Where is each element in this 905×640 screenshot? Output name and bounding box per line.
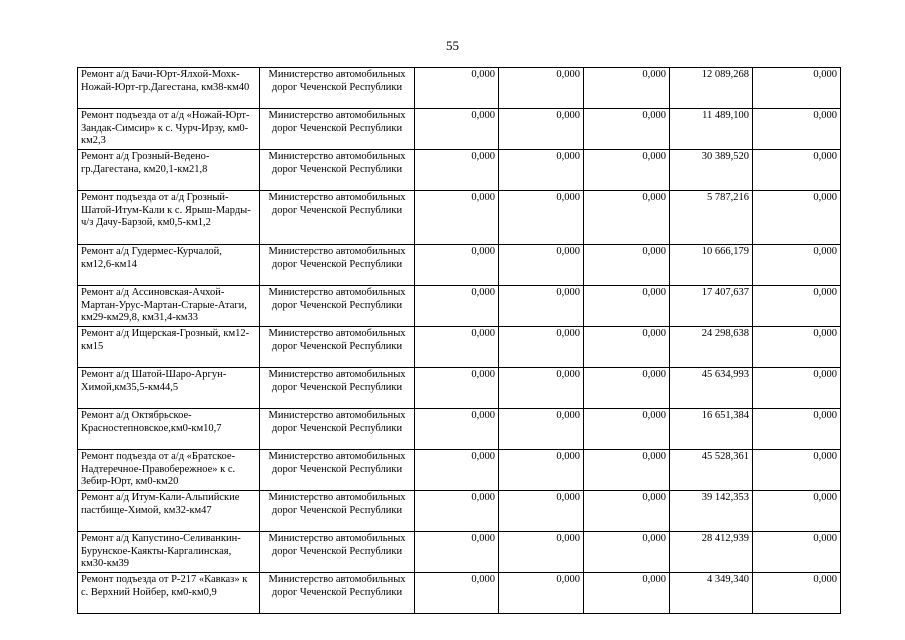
table-row <box>78 368 841 409</box>
value-cell-3: 0,000 <box>584 327 670 368</box>
value-cell-5: 0,000 <box>753 491 841 532</box>
value-cell-3: 0,000 <box>584 150 670 191</box>
road-name-cell: Ремонт а/д Гудермес-Курчалой, км12,6-км14 <box>78 245 260 286</box>
organization-cell: Министерство автомобильных дорог Чеченской Республики <box>260 450 415 491</box>
value-cell-4: 17 407,637 <box>670 286 753 327</box>
value-cell-1: 0,000 <box>415 109 499 150</box>
table-row <box>78 286 841 327</box>
table-row <box>78 409 841 450</box>
value-cell-1: 0,000 <box>415 491 499 532</box>
value-cell-5: 0,000 <box>753 68 841 109</box>
value-cell-5: 0,000 <box>753 245 841 286</box>
value-cell-4: 45 634,993 <box>670 368 753 409</box>
table-row <box>78 573 841 614</box>
value-cell-3: 0,000 <box>584 491 670 532</box>
value-cell-3: 0,000 <box>584 286 670 327</box>
organization-cell: Министерство автомобильных дорог Чеченской Республики <box>260 245 415 286</box>
road-name-cell: Ремонт подъезда от а/д «Ножай-Юрт-Зандак-Симсир» к с. Чурч-Ирзу, км0-км2,3 <box>78 109 260 150</box>
value-cell-3: 0,000 <box>584 368 670 409</box>
table-row <box>78 491 841 532</box>
value-cell-3: 0,000 <box>584 245 670 286</box>
road-name-cell: Ремонт подъезда от Р-217 «Кавказ» к с. Верхний Нойбер, км0-км0,9 <box>78 573 260 614</box>
value-cell-5: 0,000 <box>753 409 841 450</box>
value-cell-1: 0,000 <box>415 327 499 368</box>
road-name-cell: Ремонт подъезда от а/д Грозный-Шатой-Итум-Кали к с. Ярыш-Марды-ч/з Дачу-Барзой, км0,5-км1,2 <box>78 191 260 245</box>
organization-cell: Министерство автомобильных дорог Чеченской Республики <box>260 191 415 245</box>
value-cell-4: 28 412,939 <box>670 532 753 573</box>
value-cell-5: 0,000 <box>753 286 841 327</box>
value-cell-4: 39 142,353 <box>670 491 753 532</box>
value-cell-3: 0,000 <box>584 68 670 109</box>
value-cell-4: 45 528,361 <box>670 450 753 491</box>
organization-cell: Министерство автомобильных дорог Чеченской Республики <box>260 368 415 409</box>
value-cell-3: 0,000 <box>584 573 670 614</box>
value-cell-4: 24 298,638 <box>670 327 753 368</box>
value-cell-3: 0,000 <box>584 532 670 573</box>
table-body <box>78 68 841 614</box>
value-cell-2: 0,000 <box>499 245 584 286</box>
value-cell-4: 16 651,384 <box>670 409 753 450</box>
value-cell-4: 11 489,100 <box>670 109 753 150</box>
value-cell-4: 10 666,179 <box>670 245 753 286</box>
organization-cell: Министерство автомобильных дорог Чеченской Республики <box>260 109 415 150</box>
value-cell-5: 0,000 <box>753 573 841 614</box>
value-cell-2: 0,000 <box>499 327 584 368</box>
page-number: 55 <box>446 38 459 53</box>
value-cell-5: 0,000 <box>753 368 841 409</box>
value-cell-2: 0,000 <box>499 191 584 245</box>
organization-cell: Министерство автомобильных дорог Чеченской Республики <box>260 532 415 573</box>
value-cell-1: 0,000 <box>415 573 499 614</box>
value-cell-2: 0,000 <box>499 491 584 532</box>
organization-cell: Министерство автомобильных дорог Чеченской Республики <box>260 491 415 532</box>
road-repair-table <box>77 67 841 614</box>
road-name-cell: Ремонт а/д Ищерская-Грозный, км12-км15 <box>78 327 260 368</box>
table-row <box>78 109 841 150</box>
value-cell-1: 0,000 <box>415 409 499 450</box>
value-cell-2: 0,000 <box>499 532 584 573</box>
value-cell-4: 12 089,268 <box>670 68 753 109</box>
value-cell-3: 0,000 <box>584 450 670 491</box>
value-cell-5: 0,000 <box>753 532 841 573</box>
organization-cell: Министерство автомобильных дорог Чеченской Республики <box>260 150 415 191</box>
table-row <box>78 327 841 368</box>
table-row <box>78 245 841 286</box>
table-row <box>78 150 841 191</box>
value-cell-2: 0,000 <box>499 68 584 109</box>
table-row <box>78 191 841 245</box>
value-cell-4: 4 349,340 <box>670 573 753 614</box>
value-cell-2: 0,000 <box>499 150 584 191</box>
road-name-cell: Ремонт а/д Октябрьское-Красностепновское,км0-км10,7 <box>78 409 260 450</box>
road-name-cell: Ремонт подъезда от а/д «Братское-Надтеречное-Правобережное» к с. Зебир-Юрт, км0-км20 <box>78 450 260 491</box>
value-cell-5: 0,000 <box>753 191 841 245</box>
road-name-cell: Ремонт а/д Грозный-Ведено-гр.Дагестана, км20,1-км21,8 <box>78 150 260 191</box>
road-name-cell: Ремонт а/д Бачи-Юрт-Ялхой-Мохк-Ножай-Юрт-гр.Дагестана, км38-км40 <box>78 68 260 109</box>
table-row <box>78 450 841 491</box>
value-cell-3: 0,000 <box>584 409 670 450</box>
value-cell-4: 5 787,216 <box>670 191 753 245</box>
road-name-cell: Ремонт а/д Итум-Кали-Альпийские пастбище-Химой, км32-км47 <box>78 491 260 532</box>
value-cell-2: 0,000 <box>499 409 584 450</box>
value-cell-5: 0,000 <box>753 150 841 191</box>
value-cell-2: 0,000 <box>499 368 584 409</box>
value-cell-1: 0,000 <box>415 150 499 191</box>
road-name-cell: Ремонт а/д Капустино-Селиванкин-Бурунское-Каякты-Каргалинская, км30-км39 <box>78 532 260 573</box>
value-cell-5: 0,000 <box>753 109 841 150</box>
table-row <box>78 532 841 573</box>
organization-cell: Министерство автомобильных дорог Чеченской Республики <box>260 286 415 327</box>
value-cell-5: 0,000 <box>753 450 841 491</box>
value-cell-4: 30 389,520 <box>670 150 753 191</box>
organization-cell: Министерство автомобильных дорог Чеченской Республики <box>260 68 415 109</box>
value-cell-2: 0,000 <box>499 573 584 614</box>
value-cell-1: 0,000 <box>415 191 499 245</box>
value-cell-2: 0,000 <box>499 450 584 491</box>
road-name-cell: Ремонт а/д Шатой-Шаро-Аргун-Химой,км35,5-км44,5 <box>78 368 260 409</box>
road-name-cell: Ремонт а/д Ассиновская-Ачхой-Мартан-Урус-Мартан-Старые-Атаги, км29-км29,8, км31,4-км33 <box>78 286 260 327</box>
value-cell-3: 0,000 <box>584 109 670 150</box>
value-cell-1: 0,000 <box>415 245 499 286</box>
value-cell-2: 0,000 <box>499 109 584 150</box>
value-cell-2: 0,000 <box>499 286 584 327</box>
value-cell-1: 0,000 <box>415 532 499 573</box>
organization-cell: Министерство автомобильных дорог Чеченской Республики <box>260 573 415 614</box>
value-cell-1: 0,000 <box>415 286 499 327</box>
value-cell-1: 0,000 <box>415 450 499 491</box>
value-cell-5: 0,000 <box>753 327 841 368</box>
organization-cell: Министерство автомобильных дорог Чеченской Республики <box>260 409 415 450</box>
value-cell-1: 0,000 <box>415 68 499 109</box>
value-cell-1: 0,000 <box>415 368 499 409</box>
value-cell-3: 0,000 <box>584 191 670 245</box>
organization-cell: Министерство автомобильных дорог Чеченской Республики <box>260 327 415 368</box>
table-row <box>78 68 841 109</box>
